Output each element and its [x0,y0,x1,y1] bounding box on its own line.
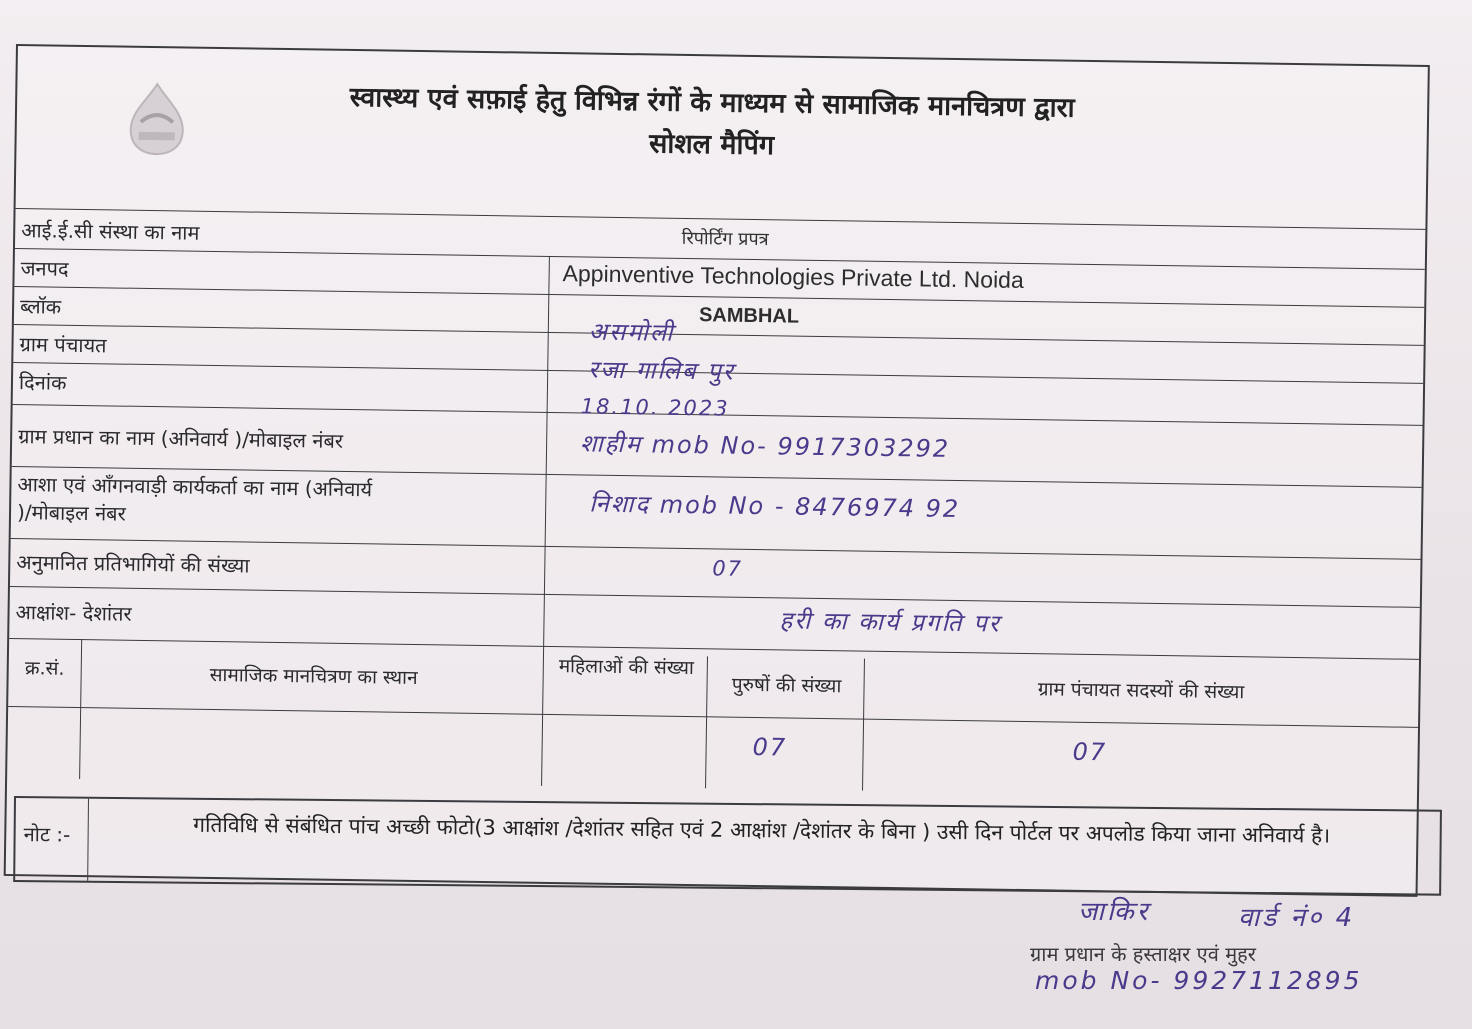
gram-panchayat-label: ग्राम पंचायत [19,332,107,358]
table-cell-men: 07 [752,733,788,762]
table-col-separator [705,656,708,788]
pradhan-label: ग्राम प्रधान का नाम (अनिवार्य )/मोबाइल नंबर [18,424,344,453]
row-divider [10,586,1420,608]
table-header-serial: क्र.सं. [24,657,65,680]
signature-label: ग्राम प्रधान के हस्ताक्षर एवं मुहर [1030,942,1256,966]
table-header-location: सामाजिक मानचित्रण का स्थान [209,663,418,690]
note-text: गतिविधि से संबंधित पांच अच्छी फोटो(3 आक्षांश /देशांतर सहित एवं 2 आक्षांश /देशांतर के बिना ) उसी दिन पोर्टल पर अपलोड किया जाना अनिवार्य है। [193,812,1331,848]
form-title: स्वास्थ्य एवं सफ़ाई हेतु विभिन्न रंगों के माध्यम से सामाजिक मानचित्रण द्वारा [349,81,1075,124]
note-separator [87,799,89,881]
row-divider [8,706,1418,728]
table-header-women: महिलाओं की संख्या [558,655,695,680]
latlong-value-handwritten: हरी का कार्य प्रगति पर [779,606,1001,638]
swachh-logo [116,78,197,159]
participants-value-handwritten: 07 [712,556,744,581]
note-label: नोट :- [23,822,71,847]
table-header-members: ग्राम पंचायत सदस्यों की संख्या [1037,678,1245,704]
iec-org-label: आई.ई.सी संस्था का नाम [21,218,200,245]
block-value-handwritten: असमोली [588,317,675,347]
gram-panchayat-value-handwritten: रजा गालिब पुर [588,355,735,386]
signature-mobile-handwritten: mob No- 9927112895 [1035,966,1363,995]
asha-label-line2: )/मोबाइल नंबर [16,500,126,526]
date-value-handwritten: 18.10. 2023 [580,394,730,421]
pradhan-value-handwritten: शाहीम mob No- 9917303292 [579,429,951,463]
table-cell-members: 07 [1072,737,1108,767]
block-label: ब्लॉक [19,294,62,319]
signature-ward-handwritten: वार्ड नं० 4 [1238,903,1356,933]
table-col-separator [79,639,82,779]
participants-label: अनुमानित प्रतिभागियों की संख्या [16,550,250,578]
district-label: जनपद [20,256,69,281]
asha-value-handwritten: निशाद mob No - 8476974 92 [589,489,961,524]
form-subtitle: सोशल मैपिंग [648,128,775,162]
table-header-men: पुरुषों की संख्या [731,673,842,698]
table-col-separator [541,646,544,786]
latlong-label: आक्षांश- देशांतर [15,600,132,626]
asha-label-line1: आशा एवं आँगनवाड़ी कार्यकर्ता का नाम (अनिवार्य [17,472,373,502]
date-label: दिनांक [18,370,67,395]
district-value: SAMBHAL [698,304,800,328]
org-value: Appinventive Technologies Private Ltd. Noida [562,260,1024,293]
report-form-label: रिपोर्टिंग प्रपत्र [681,227,769,251]
row-divider [9,638,1419,660]
signature-name-handwritten: जाकिर [1078,897,1151,927]
column-separator [543,256,550,646]
note-box [13,796,1442,896]
social-mapping-form [4,44,1430,897]
